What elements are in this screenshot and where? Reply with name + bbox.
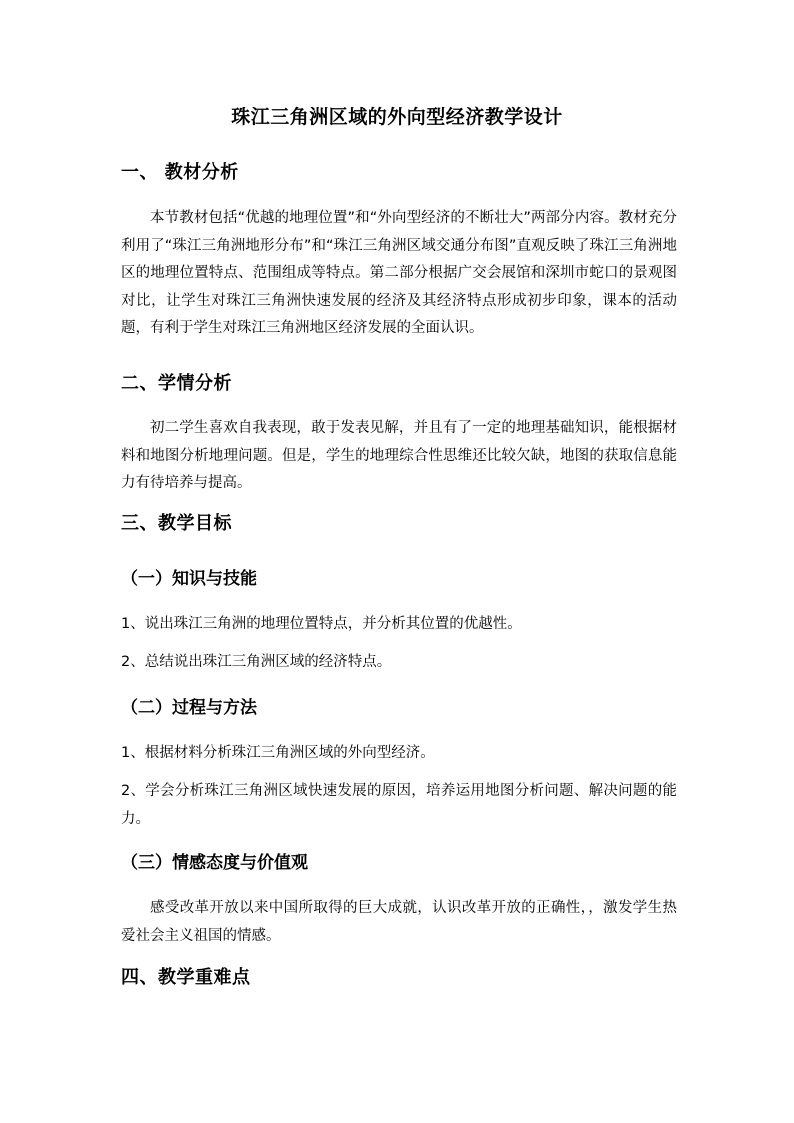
section-heading-textbook-analysis: 一、 教材分析 xyxy=(121,162,239,183)
subsection-heading-knowledge-skills: （一）知识与技能 xyxy=(121,569,257,589)
subsection-heading-process-methods: （二）过程与方法 xyxy=(121,698,257,718)
knowledge-item-2: 2、总结说出珠江三角洲区域的经济特点。 xyxy=(121,654,392,670)
textbook-analysis-paragraph: 本节教材包括“优越的地理位置”和“外向型经济的不断壮大”两部分内容。教材充分利用了“珠江三角洲地形分布”和“珠江三角洲区域交通分布图”直观反映了珠江三角洲地区的地理位置特点、范围组成等特点。第二部分根据广交会展馆和深圳市蛇口的景观图对比，让学生对珠江三角洲快速发展的经济及其经济特点形成初步印象，课本的活动题，有利于学生对珠江三角洲地区经济发展的全面认识。 xyxy=(121,210,677,336)
section-heading-teaching-objectives: 三、教学目标 xyxy=(121,513,232,534)
student-analysis-paragraph: 初二学生喜欢自我表现，敢于发表见解，并且有了一定的地理基础知识，能根据材料和地图分析地理问题。但是，学生的地理综合性思维还比较欠缺，地图的获取信息能力有待培养与提高。 xyxy=(121,420,677,491)
knowledge-item-1: 1、说出珠江三角洲的地理位置特点，并分析其位置的优越性。 xyxy=(121,616,522,632)
section-heading-key-difficulties: 四、教学重难点 xyxy=(121,967,251,988)
process-item-1: 1、根据材料分析珠江三角洲区域的外向型经济。 xyxy=(121,745,435,761)
section-heading-student-analysis: 二、学情分析 xyxy=(121,373,232,394)
document-title: 珠江三角洲区域的外向型经济教学设计 xyxy=(231,106,563,128)
subsection-heading-emotion-values: （三）情感态度与价值观 xyxy=(121,853,308,873)
emotion-values-paragraph: 感受改革开放以来中国所取得的巨大成就，认识改革开放的正确性，，激发学生热爱社会主义祖国的情感。 xyxy=(121,900,677,944)
process-item-2: 2、学会分析珠江三角洲区域快速发展的原因，培养运用地图分析问题、解决问题的能力。 xyxy=(121,783,677,827)
